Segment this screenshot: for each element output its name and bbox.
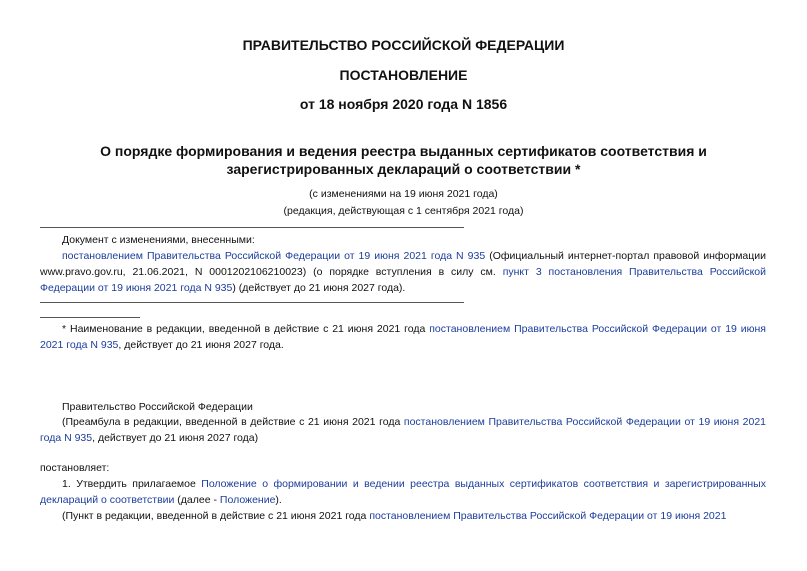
item-1-note-link[interactable]: постановлением Правительства Российской Федерации от 19 июня 2021 <box>369 510 727 522</box>
amendments-text: постановлением Правительства Российской Федерации от 19 июня 2021 года N 935 (Официальный интернет-портал правовой информации www.pravo.gov.ru, 21.06.2021, N 0001202106210023) (о порядке вступления в силу см. пункт 3 постановления Правительства Российской Федерации от 19 июня 2021 года N 935) (действует до 21 июня 2027 года). <box>40 250 766 294</box>
document-date-number: от 18 ноября 2020 года N 1856 <box>299 96 508 112</box>
edition-note: (редакция, действующая с 1 сентября 2021 года) <box>283 205 524 217</box>
amendments-block <box>40 232 766 296</box>
amendments-intro: Документ с изменениями, внесенными: <box>62 234 255 246</box>
document-type: ПОСТАНОВЛЕНИЕ <box>339 67 468 83</box>
footnote-divider <box>40 317 140 318</box>
divider-bottom <box>40 302 464 303</box>
divider-top <box>40 227 464 228</box>
preamble-note: (Преамбула в редакции, введенной в действие с 21 июня 2021 года постановлением Правительства Российской Федерации от 19 июня 2021 года N 935, действует до 21 июня 2027 года) <box>40 416 766 444</box>
amendment-link-point3[interactable]: пункт 3 постановления Правительства Российской Федерации от 19 июня 2021 года N 935 <box>40 266 766 294</box>
document-title: О порядке формирования и ведения реестра выданных сертификатов соответствия и зарегистрированных деклараций о соответствии * <box>100 143 707 177</box>
regulation-short-link[interactable]: Положение <box>219 494 276 506</box>
changes-note: (с изменениями на 19 июня 2021 года) <box>309 188 498 200</box>
item-1-note: (Пункт в редакции, введенной в действие с 21 июня 2021 года постановлением Правительства Российской Федерации от 19 июня 2021 <box>62 510 727 522</box>
footnote: * Наименование в редакции, введенной в действие с 21 июня 2021 года постановлением Правительства Российской Федерации от 19 июня 2021 года N 935, действует до 21 июня 2027 года. <box>40 323 766 351</box>
body-government: Правительство Российской Федерации <box>62 401 253 413</box>
footnote-link[interactable]: постановлением Правительства Российской Федерации от 19 июня 2021 года N 935 <box>40 323 766 351</box>
item-1: 1. Утвердить прилагаемое Положение о формировании и ведении реестра выданных сертификатов соответствия и зарегистрированных деклараций о соответствии (далее - Положение). <box>40 478 766 506</box>
government-heading: ПРАВИТЕЛЬСТВО РОССИЙСКОЙ ФЕДЕРАЦИИ <box>242 37 565 53</box>
regulation-link[interactable]: Положение о формировании и ведении реестра выданных сертификатов соответствия и зарегистрированных деклараций о соответствии <box>40 478 766 506</box>
amendment-link-935[interactable]: постановлением Правительства Российской Федерации от 19 июня 2021 года N 935 <box>62 250 486 262</box>
decrees-word: постановляет: <box>40 462 110 474</box>
preamble-link[interactable]: постановлением Правительства Российской Федерации от 19 июня 2021 года N 935 <box>40 416 766 444</box>
